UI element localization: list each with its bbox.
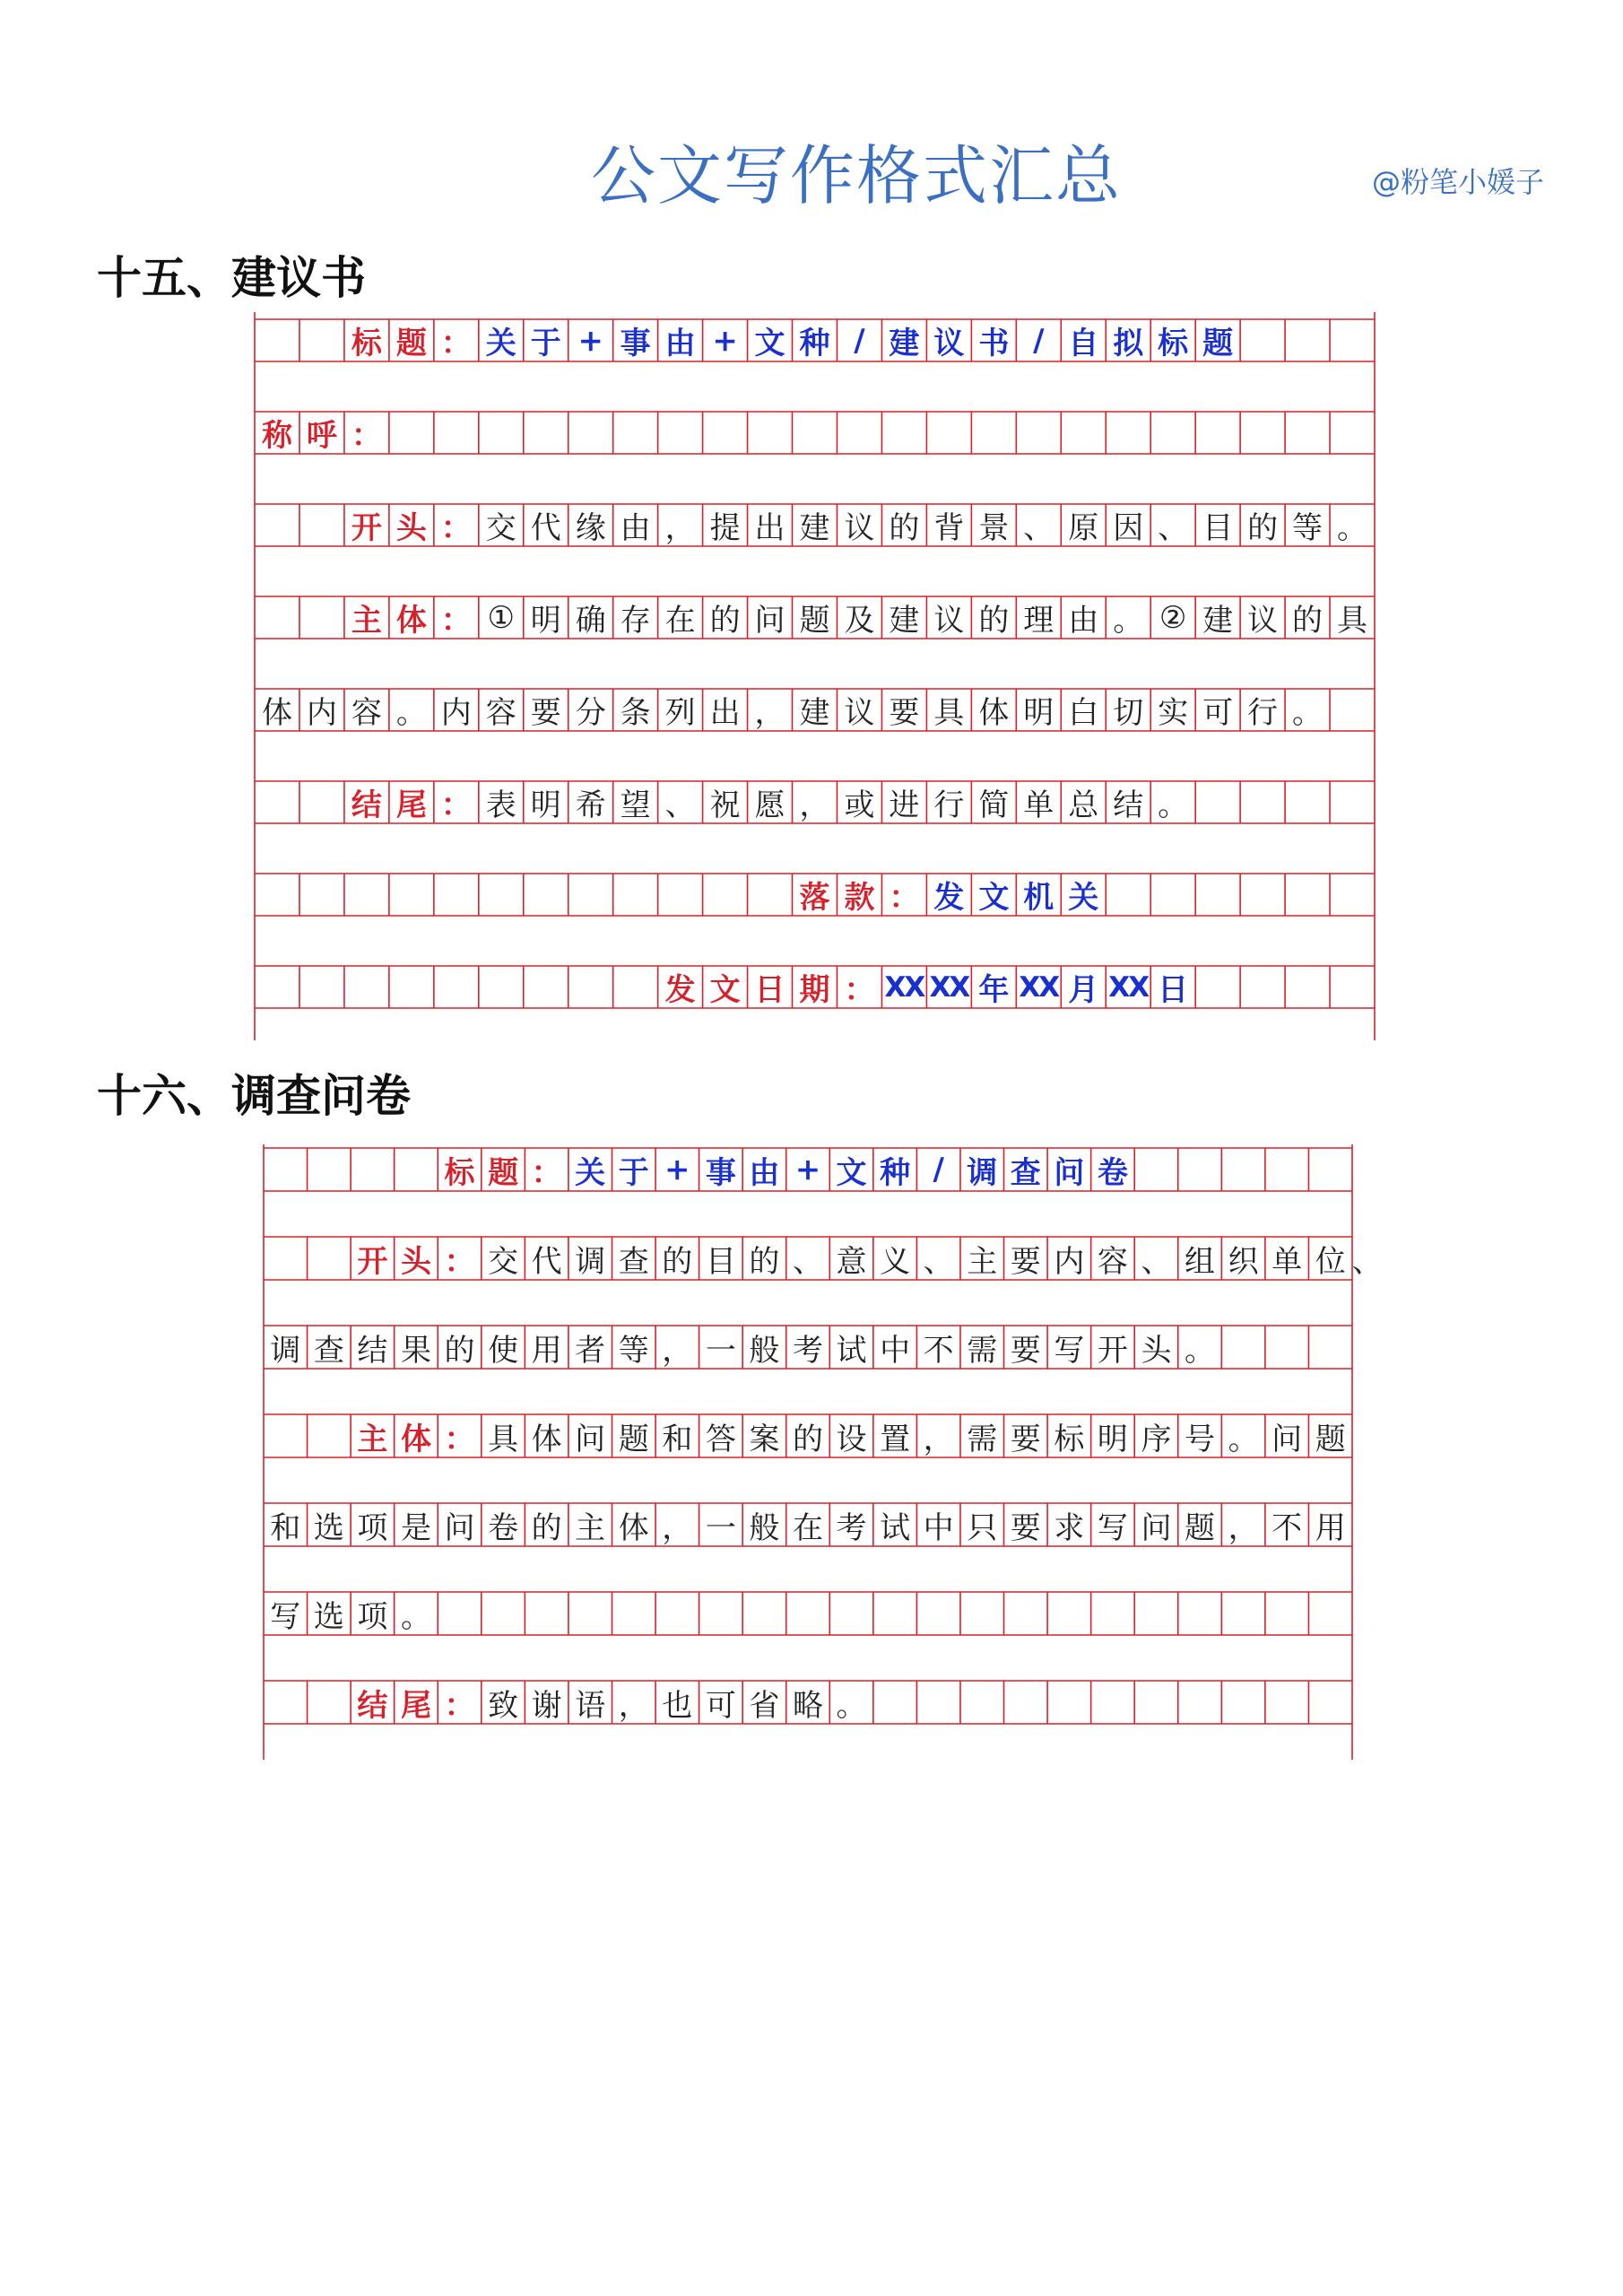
grid-char: 织 xyxy=(1228,1243,1259,1280)
grid-char: 在 xyxy=(792,1509,823,1546)
grid-char: 景 xyxy=(978,510,1010,546)
grid-char: 头 xyxy=(1141,1332,1172,1369)
grid-char: 实 xyxy=(1158,695,1189,731)
grid-char: 般 xyxy=(749,1332,780,1369)
grid-char: 内 xyxy=(440,695,472,731)
grid-char: 问 xyxy=(754,603,785,639)
grid-char: 愿 xyxy=(754,787,785,823)
grid-char: 题 xyxy=(395,326,427,361)
grid-char: 缘 xyxy=(575,510,606,546)
grid-char: ， xyxy=(754,695,785,731)
grid-char: 由 xyxy=(620,510,651,546)
grid-char: 开 xyxy=(357,1243,388,1280)
grid-char: ， xyxy=(664,510,696,546)
grid-char: 列 xyxy=(664,695,696,731)
grid-char: 容 xyxy=(485,695,516,731)
grid-char: 体 xyxy=(618,1509,649,1546)
grid-char: 于 xyxy=(530,326,561,361)
grid-char: 种 xyxy=(799,326,830,361)
grid-char: 结 xyxy=(351,787,382,823)
grid-char: 及 xyxy=(844,603,875,639)
grid-char: 要 xyxy=(530,695,561,731)
grid-char: 求 xyxy=(1054,1509,1085,1546)
grid-char: / xyxy=(854,322,865,359)
grid-char: ： xyxy=(444,1687,475,1724)
grid-char: 和 xyxy=(270,1509,301,1546)
grid-char: 谢 xyxy=(531,1687,562,1724)
grid-char: ， xyxy=(662,1509,693,1546)
grid-char: + xyxy=(712,322,738,359)
section-heading-proposal: 十五、建议书 xyxy=(97,252,366,304)
grid-char: 使 xyxy=(488,1332,519,1369)
grid-char: 出 xyxy=(754,510,785,546)
grid-char: 问 xyxy=(444,1509,475,1546)
grid-char: 关 xyxy=(485,326,516,361)
grid-char: 设 xyxy=(836,1421,867,1457)
grid-char: XX xyxy=(1108,970,1149,1004)
grid-char: 问 xyxy=(1271,1421,1303,1457)
grid-char: 是 xyxy=(400,1509,431,1546)
grid-char: 标 xyxy=(1054,1421,1085,1457)
grid-char: 单 xyxy=(1023,787,1055,823)
grid-char: 具 xyxy=(488,1421,519,1457)
grid-char: 题 xyxy=(488,1154,519,1191)
grid-char: 查 xyxy=(1010,1154,1041,1191)
grid-char: 事 xyxy=(705,1154,736,1191)
grid-char: 试 xyxy=(836,1332,867,1369)
grid-char: 的 xyxy=(444,1332,475,1369)
proposal-format-grid xyxy=(255,312,1375,1040)
grid-char: 的 xyxy=(792,1421,823,1457)
grid-char: / xyxy=(933,1152,944,1187)
grid-char: 题 xyxy=(1315,1421,1346,1457)
grid-char: 查 xyxy=(618,1243,649,1280)
grid-char: 拟 xyxy=(1113,326,1144,361)
grid-char: 般 xyxy=(749,1509,780,1546)
grid-char: 于 xyxy=(618,1154,649,1191)
grid-char: 背 xyxy=(933,510,965,546)
grid-char: ， xyxy=(923,1421,954,1457)
grid-char: 体 xyxy=(261,695,292,731)
grid-char: 文 xyxy=(836,1154,867,1191)
grid-char: 查 xyxy=(313,1332,344,1369)
grid-char: 结 xyxy=(357,1332,388,1369)
grid-char: 款 xyxy=(844,880,875,916)
grid-char: 要 xyxy=(889,695,920,731)
grid-char: 年 xyxy=(978,972,1010,1008)
grid-char: 由 xyxy=(664,326,696,361)
grid-char: 行 xyxy=(933,787,965,823)
grid-char: 望 xyxy=(620,787,651,823)
grid-char: 要 xyxy=(1010,1243,1041,1280)
grid-char: 的 xyxy=(709,603,741,639)
grid-char: 希 xyxy=(575,787,606,823)
grid-char: 不 xyxy=(1271,1509,1303,1546)
grid-char: 结 xyxy=(1113,787,1144,823)
grid-char: 可 xyxy=(1202,695,1234,731)
grid-char: 发 xyxy=(664,972,696,1008)
grid-char: 代 xyxy=(530,510,561,546)
grid-char: 存 xyxy=(620,603,651,639)
grid-char: 只 xyxy=(967,1509,998,1546)
grid-char: 体 xyxy=(400,1421,431,1457)
grid-char: 案 xyxy=(749,1421,780,1457)
grid-char: 头 xyxy=(395,510,427,546)
grid-char: 建 xyxy=(1202,603,1234,639)
questionnaire-format-grid xyxy=(264,1144,1383,1760)
grid-char: ， xyxy=(662,1332,693,1369)
grid-char: 写 xyxy=(1097,1509,1128,1546)
grid-char: 需 xyxy=(967,1421,998,1457)
grid-char: 目 xyxy=(1202,510,1234,546)
grid-char: 的 xyxy=(749,1243,780,1280)
grid-char: 写 xyxy=(270,1598,301,1635)
grid-char: 用 xyxy=(531,1332,562,1369)
grid-char: 尾 xyxy=(400,1687,431,1724)
grid-char: XX xyxy=(929,970,969,1004)
grid-char: + xyxy=(577,322,603,359)
grid-char: 、 xyxy=(792,1243,823,1280)
grid-char: 议 xyxy=(933,326,965,361)
grid-char: 文 xyxy=(709,972,741,1008)
grid-char: 也 xyxy=(662,1687,693,1724)
grid-char: 答 xyxy=(705,1421,736,1457)
grid-char: ： xyxy=(531,1154,562,1191)
grid-char: 。 xyxy=(836,1687,867,1724)
grid-char: 议 xyxy=(933,603,965,639)
grid-char: 、 xyxy=(1141,1243,1172,1280)
grid-char: 建 xyxy=(799,695,830,731)
grid-char: 文 xyxy=(978,880,1010,916)
grid-char: + xyxy=(664,1152,690,1187)
grid-char: 的 xyxy=(662,1243,693,1280)
grid-char: 在 xyxy=(664,603,696,639)
grid-char: 行 xyxy=(1247,695,1279,731)
grid-char: 白 xyxy=(1068,695,1099,731)
grid-char: ： xyxy=(444,1421,475,1457)
grid-char: 或 xyxy=(844,787,875,823)
grid-char: 调 xyxy=(270,1332,301,1369)
grid-char: 内 xyxy=(306,695,337,731)
grid-char: 等 xyxy=(1292,510,1324,546)
grid-char: 内 xyxy=(1054,1243,1085,1280)
grid-char: 呼 xyxy=(306,418,337,454)
grid-char: ： xyxy=(440,603,472,639)
grid-char: 总 xyxy=(1068,787,1099,823)
grid-char: 明 xyxy=(1023,695,1055,731)
grid-char: ： xyxy=(440,326,472,361)
grid-char: 。 xyxy=(1113,603,1144,639)
grid-char: 意 xyxy=(836,1243,867,1280)
grid-char: 期 xyxy=(799,972,830,1008)
grid-char: 组 xyxy=(1185,1243,1216,1280)
grid-char: 具 xyxy=(933,695,965,731)
grid-char: 主 xyxy=(351,603,382,639)
grid-char: 一 xyxy=(705,1332,736,1369)
grid-char: 的 xyxy=(978,603,1010,639)
grid-char: 文 xyxy=(754,326,785,361)
grid-char: 出 xyxy=(709,695,741,731)
grid-char: 中 xyxy=(880,1332,911,1369)
grid-char: 建 xyxy=(889,603,920,639)
grid-char: 、 xyxy=(1158,510,1189,546)
grid-char: 题 xyxy=(1202,326,1234,361)
grid-char: 祝 xyxy=(709,787,741,823)
grid-char: 代 xyxy=(531,1243,562,1280)
grid-char: 考 xyxy=(836,1509,867,1546)
grid-char: 题 xyxy=(618,1421,649,1457)
grid-char: 机 xyxy=(1023,880,1055,916)
grid-char: 种 xyxy=(880,1154,911,1191)
grid-char: 项 xyxy=(357,1598,388,1635)
grid-char: 、 xyxy=(1023,510,1055,546)
grid-char: 提 xyxy=(709,510,741,546)
grid-char: 可 xyxy=(705,1687,736,1724)
grid-char: 调 xyxy=(967,1154,998,1191)
grid-char: 义 xyxy=(880,1243,911,1280)
grid-char: 主 xyxy=(357,1421,388,1457)
grid-char: 写 xyxy=(1054,1332,1085,1369)
grid-char: + xyxy=(794,1152,821,1187)
grid-char: 目 xyxy=(705,1243,736,1280)
grid-char: ， xyxy=(618,1687,649,1724)
grid-char: 、 xyxy=(923,1243,954,1280)
grid-char: 表 xyxy=(485,787,516,823)
grid-char: 称 xyxy=(261,418,292,454)
grid-char: 。 xyxy=(1292,695,1324,731)
grid-char: 日 xyxy=(1158,972,1189,1008)
grid-char: 问 xyxy=(1054,1154,1085,1191)
grid-char: ② xyxy=(1159,599,1187,636)
grid-char: 主 xyxy=(967,1243,998,1280)
grid-char: 建 xyxy=(799,510,830,546)
grid-char: 尾 xyxy=(395,787,427,823)
grid-char: 的 xyxy=(889,510,920,546)
grid-char: XX xyxy=(884,970,924,1004)
grid-char: 等 xyxy=(618,1332,649,1369)
grid-char: 一 xyxy=(705,1509,736,1546)
grid-char: 调 xyxy=(575,1243,606,1280)
grid-char: 交 xyxy=(488,1243,519,1280)
grid-char: 题 xyxy=(799,603,830,639)
grid-char: 议 xyxy=(844,695,875,731)
grid-lines xyxy=(255,312,1375,1040)
grid-char: 试 xyxy=(880,1509,911,1546)
grid-char: 号 xyxy=(1185,1421,1216,1457)
grid-char: 开 xyxy=(1097,1332,1128,1369)
grid-char: 简 xyxy=(978,787,1010,823)
grid-char: 。 xyxy=(1228,1421,1259,1457)
grid-char: 不 xyxy=(923,1332,954,1369)
grid-char: ， xyxy=(1228,1509,1259,1546)
grid-char: ： xyxy=(444,1243,475,1280)
grid-char: 序 xyxy=(1141,1421,1172,1457)
grid-char: / xyxy=(1033,322,1045,359)
grid-char: 体 xyxy=(395,603,427,639)
grid-char: 体 xyxy=(978,695,1010,731)
grid-char: 头 xyxy=(400,1243,431,1280)
grid-char: 关 xyxy=(1068,880,1099,916)
grid-char: 自 xyxy=(1068,326,1099,361)
grid-char: 项 xyxy=(357,1509,388,1546)
grid-char: 关 xyxy=(575,1154,606,1191)
grid-char: 卷 xyxy=(1097,1154,1128,1191)
grid-char: 明 xyxy=(530,603,561,639)
grid-char: 中 xyxy=(923,1509,954,1546)
grid-char: 理 xyxy=(1023,603,1055,639)
grid-char: 标 xyxy=(1158,326,1189,361)
grid-char: 要 xyxy=(1010,1509,1041,1546)
grid-char: 。 xyxy=(395,695,427,731)
grid-char: 需 xyxy=(967,1332,998,1369)
grid-char: 月 xyxy=(1068,972,1099,1008)
grid-char: 选 xyxy=(313,1598,344,1635)
grid-char: 原 xyxy=(1068,510,1099,546)
grid-char: ： xyxy=(440,510,472,546)
grid-char: 考 xyxy=(792,1332,823,1369)
grid-char: 议 xyxy=(1247,603,1279,639)
grid-char: 标 xyxy=(351,326,382,361)
grid-char: 明 xyxy=(530,787,561,823)
grid-char: ： xyxy=(351,418,382,454)
grid-char: 交 xyxy=(485,510,516,546)
grid-char: 卷 xyxy=(488,1509,519,1546)
grid-char: ， xyxy=(799,787,830,823)
grid-char: ： xyxy=(889,880,920,916)
grid-char: 明 xyxy=(1097,1421,1128,1457)
grid-char: 由 xyxy=(749,1154,780,1191)
grid-char: 和 xyxy=(662,1421,693,1457)
grid-char: 容 xyxy=(351,695,382,731)
grid-char: 。 xyxy=(1158,787,1189,823)
grid-char: 位 xyxy=(1315,1243,1346,1280)
grid-char: 。 xyxy=(1185,1332,1216,1369)
grid-char: 落 xyxy=(799,880,830,916)
grid-char: 者 xyxy=(575,1332,606,1369)
grid-char: 致 xyxy=(488,1687,519,1724)
grid-char: 确 xyxy=(575,603,606,639)
grid-char: 。 xyxy=(400,1598,431,1635)
grid-char: 语 xyxy=(575,1687,606,1724)
grid-char: 条 xyxy=(620,695,651,731)
grid-char: 问 xyxy=(1141,1509,1172,1546)
grid-char: 发 xyxy=(933,880,965,916)
grid-char: 主 xyxy=(575,1509,606,1546)
grid-char: 分 xyxy=(575,695,606,731)
grid-char: 体 xyxy=(531,1421,562,1457)
grid-char: 结 xyxy=(357,1687,388,1724)
grid-char: 因 xyxy=(1113,510,1144,546)
grid-char: ① xyxy=(487,599,516,636)
grid-char: 书 xyxy=(978,326,1010,361)
grid-char: 的 xyxy=(1292,603,1324,639)
grid-char: 标 xyxy=(444,1154,475,1191)
grid-char: 的 xyxy=(531,1509,562,1546)
grid-char: 容 xyxy=(1097,1243,1128,1280)
grid-char: 由 xyxy=(1068,603,1099,639)
author-watermark: @粉笔小媛子 xyxy=(1372,165,1545,199)
grid-char: 果 xyxy=(400,1332,431,1369)
grid-char: 用 xyxy=(1315,1509,1346,1546)
grid-char: 具 xyxy=(1337,603,1367,639)
grid-char: 选 xyxy=(313,1509,344,1546)
grid-char: 开 xyxy=(351,510,382,546)
grid-char: 置 xyxy=(880,1421,911,1457)
grid-char: 。 xyxy=(1337,510,1367,546)
grid-overflow-char: 、 xyxy=(1351,1243,1383,1280)
grid-char: 切 xyxy=(1113,695,1144,731)
grid-char: 进 xyxy=(889,787,920,823)
grid-char: 略 xyxy=(792,1687,823,1724)
grid-char: 日 xyxy=(754,972,785,1008)
grid-char: 单 xyxy=(1271,1243,1303,1280)
grid-char: 题 xyxy=(1185,1509,1216,1546)
grid-char: 议 xyxy=(844,510,875,546)
grid-char: ： xyxy=(440,787,472,823)
grid-char: 省 xyxy=(749,1687,780,1724)
grid-char: 问 xyxy=(575,1421,606,1457)
grid-char: 要 xyxy=(1010,1332,1041,1369)
grid-char: 要 xyxy=(1010,1421,1041,1457)
grid-char: XX xyxy=(1019,970,1059,1004)
grid-char: 事 xyxy=(620,326,651,361)
section-heading-questionnaire: 十六、调查问卷 xyxy=(97,1070,411,1122)
grid-char: 的 xyxy=(1247,510,1279,546)
grid-char: ： xyxy=(844,972,875,1008)
page-title: 公文写作格式汇总 xyxy=(590,138,1122,213)
grid-char: 、 xyxy=(664,787,696,823)
grid-char: 建 xyxy=(889,326,920,361)
